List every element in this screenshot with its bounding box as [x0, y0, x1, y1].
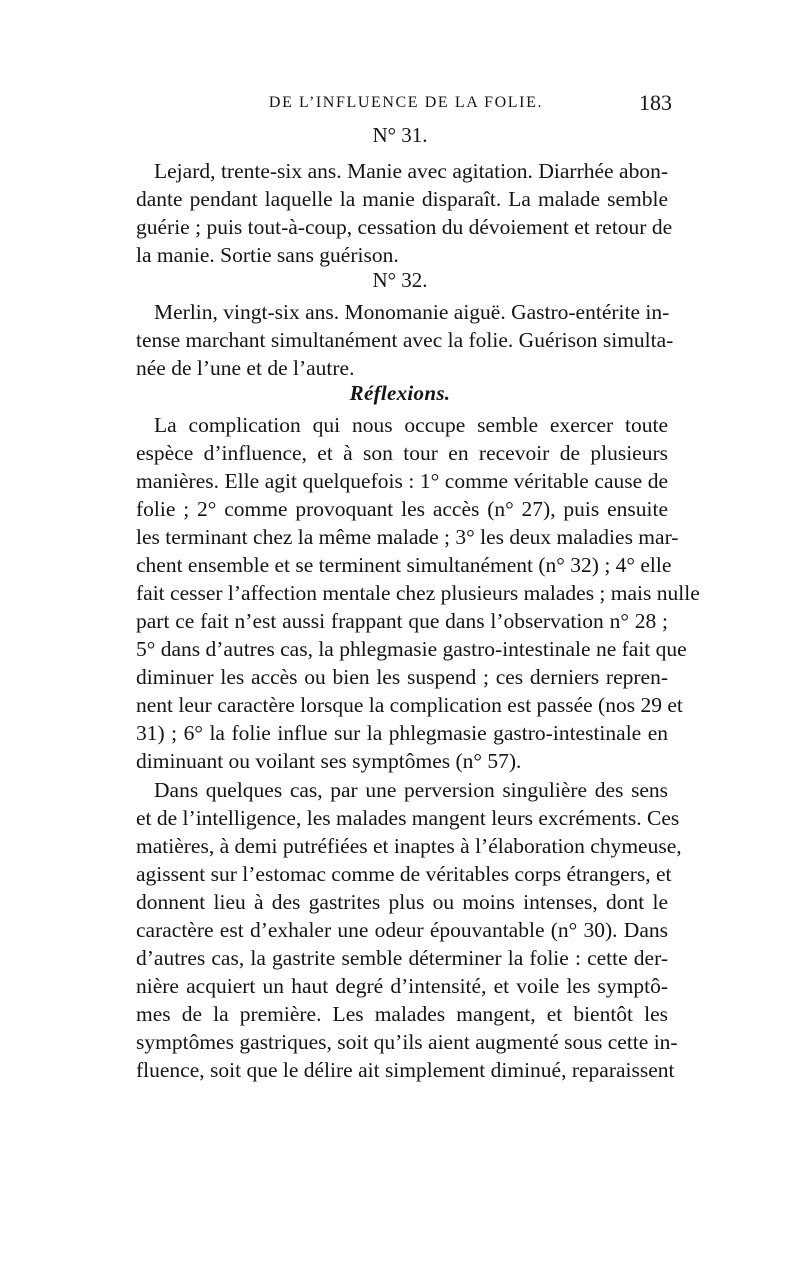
text-line: diminuant ou voilant ses symptômes (n° 57). [136, 749, 522, 773]
text-line: mes de la première. Les malades mangent, et bientôt les [136, 1002, 668, 1026]
text-line: Dans quelques cas, par une perversion singulière des sens [154, 778, 668, 802]
text-line: guérie ; puis tout-à-coup, cessation du dévoiement et retour de [136, 215, 673, 239]
text-line: espèce d’influence, et à son tour en recevoir de plusieurs [136, 441, 668, 465]
text-line: La complication qui nous occupe semble exercer toute [154, 413, 668, 437]
text-line: chent ensemble et se terminent simultanément (n° 32) ; 4° elle [136, 553, 672, 577]
section-number-heading: N° 31. [372, 123, 428, 147]
section-number-heading: N° 32. [372, 268, 428, 292]
text-line: fait cesser l’affection mentale chez plusieurs malades ; mais nulle [136, 581, 700, 605]
text-line: Merlin, vingt-six ans. Monomanie aiguë. Gastro-entérite in- [154, 300, 670, 324]
text-line: caractère est d’exhaler une odeur épouvantable (n° 30). Dans [136, 918, 668, 942]
text-line: dante pendant laquelle la manie disparaît. La malade semble [136, 187, 668, 211]
text-line: la manie. Sortie sans guérison. [136, 243, 399, 267]
text-line: agissent sur l’estomac comme de véritables corps étrangers, et [136, 862, 672, 886]
text-line: diminuer les accès ou bien les suspend ; ces derniers repren- [136, 665, 668, 689]
text-line: tense marchant simultanément avec la folie. Guérison simulta- [136, 328, 674, 352]
text-line: matières, à demi putréfiées et inaptes à l’élaboration chymeuse, [136, 834, 682, 858]
text-line: part ce fait n’est aussi frappant que dans l’observation n° 28 ; [136, 609, 668, 633]
running-title: DE L’INFLUENCE DE LA FOLIE. [268, 94, 544, 111]
text-line: les terminant chez la même malade ; 3° les deux maladies mar- [136, 525, 679, 549]
text-line: donnent lieu à des gastrites plus ou moins intenses, dont le [136, 890, 668, 914]
text-line: née de l’une et de l’autre. [136, 356, 355, 380]
text-line: fluence, soit que le délire ait simplement diminué, reparaissent [136, 1058, 675, 1082]
text-line: d’autres cas, la gastrite semble déterminer la folie : cette der- [136, 946, 668, 970]
text-line: 5° dans d’autres cas, la phlegmasie gastro-intestinale ne fait que [136, 637, 687, 661]
text-line: et de l’intelligence, les malades mangent leurs excréments. Ces [136, 806, 680, 830]
section-title-reflexions: Réflexions. [349, 381, 451, 405]
text-line: symptômes gastriques, soit qu’ils aient augmenté sous cette in- [136, 1030, 678, 1054]
text-line: nent leur caractère lorsque la complication est passée (nos 29 et [136, 693, 683, 717]
text-line: Lejard, trente-six ans. Manie avec agitation. Diarrhée abon- [154, 159, 668, 183]
text-line: nière acquiert un haut degré d’intensité, et voile les symptô- [136, 974, 668, 998]
text-line: 31) ; 6° la folie influe sur la phlegmasie gastro-intestinale en [136, 721, 668, 745]
text-line: folie ; 2° comme provoquant les accès (n° 27), puis ensuite [136, 497, 668, 521]
page-number: 183 [639, 90, 672, 115]
running-head [140, 90, 672, 118]
text-line: manières. Elle agit quelquefois : 1° comme véritable cause de [136, 469, 668, 493]
